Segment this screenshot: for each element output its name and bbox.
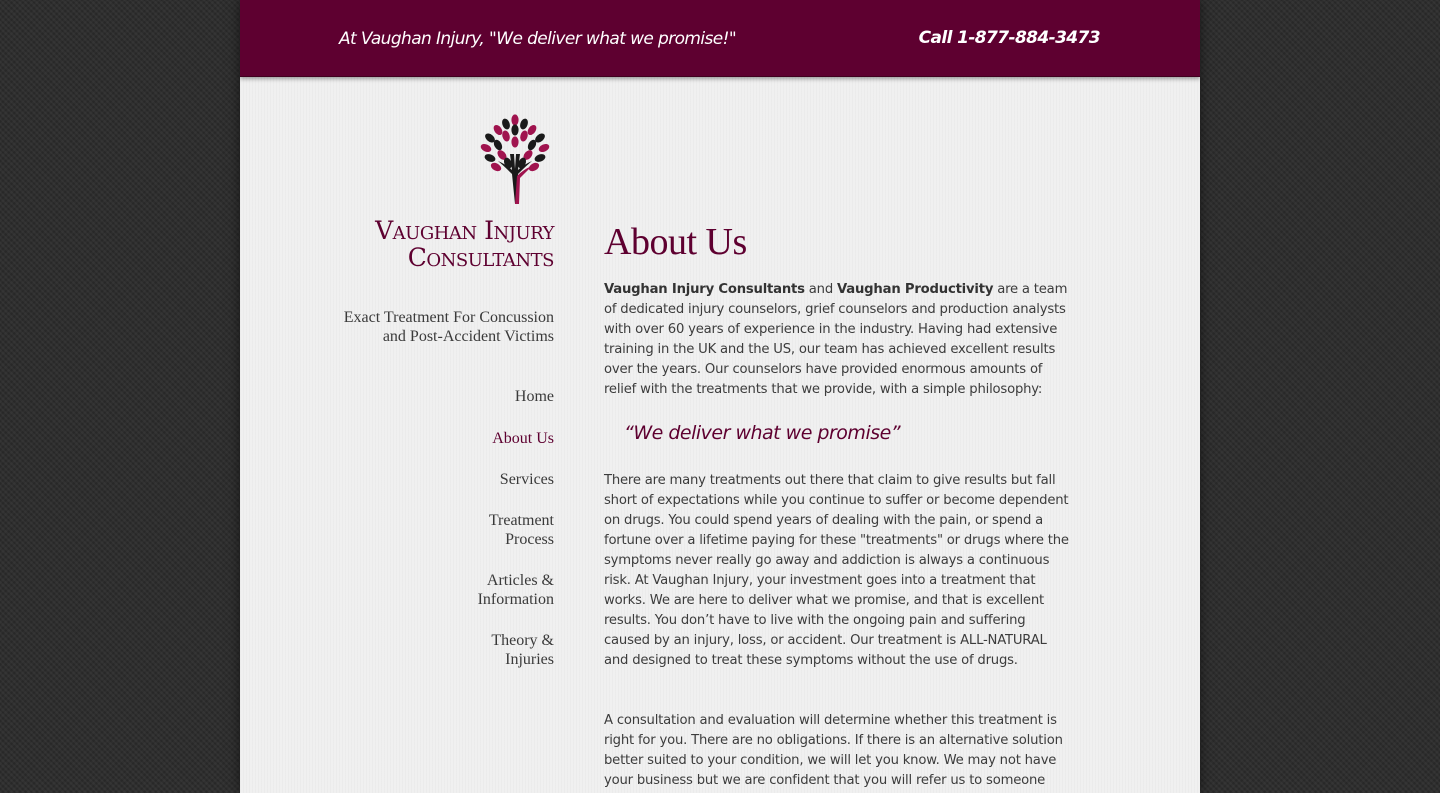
page-title: About Us [604, 221, 747, 263]
intro-paragraph [604, 280, 1074, 400]
text-segment: and [804, 282, 838, 297]
bold-company-name: Vaughan Productivity [837, 282, 994, 297]
main-content [604, 76, 1084, 793]
header-phone-link[interactable]: Call 1-877-884-3473 [918, 28, 1100, 48]
tree-leaf-shape [501, 118, 512, 131]
tree-logo-icon[interactable] [474, 114, 556, 206]
tree-leaf-shape [511, 136, 518, 147]
subtitle-line2: and Post-Accident Victims [382, 328, 554, 345]
tree-leaf-shape [537, 142, 550, 153]
tree-leaf-shape [479, 142, 492, 153]
tree-leaf-shape [511, 124, 518, 135]
tree-leaf-shape [511, 114, 518, 125]
nav-item-label-line1: Articles & [486, 572, 554, 589]
brand-name-line1: Vaughan Injury [375, 216, 554, 245]
subtitle-line1: Exact Treatment For Concussion [343, 309, 554, 326]
tree-leaf-shape [501, 130, 511, 143]
nav-item-services[interactable]: Services [499, 471, 554, 488]
sidebar [300, 76, 554, 793]
nav-item-theory-injuries[interactable] [300, 631, 554, 669]
brand-subtitle [300, 308, 554, 346]
nav-item-label-line2: Process [505, 531, 554, 548]
tree-leaf-shape [519, 118, 530, 131]
page-container [240, 0, 1200, 793]
nav-item-home[interactable]: Home [514, 388, 554, 405]
nav-item-label-line1: Treatment [488, 512, 554, 529]
tree-leaf-shape [484, 153, 497, 164]
body-paragraph: A consultation and evaluation will determine whether this treatment is right for you. There are no obligations. If there is an alternative solution better suited to your condition, we will let you know. We may not have your business but we are confident that you will refer us to someone [604, 713, 1063, 788]
bold-company-name: Vaughan Injury Consultants [604, 282, 805, 297]
tree-leaf-shape [534, 153, 547, 164]
header-tagline: At Vaughan Injury, "We deliver what we promise!" [339, 29, 737, 49]
text-segment: are a team of dedicated injury counselors, grief counselors and production analysts with over 60 years of experience in the industry. Having had extensive training in the UK and the US, our team has achieved excellent results over the years. Our counselors have provided enormous amounts of relief with the treatments that we provide, with a simple philosophy: [604, 282, 1068, 397]
nav-item-about-us[interactable]: About Us [492, 430, 554, 447]
nav-item-label-line2: Injuries [505, 651, 554, 668]
tree-leaf-shape [519, 130, 529, 143]
nav-item-label-line1: Theory & [491, 632, 554, 649]
main-navigation [300, 387, 554, 669]
nav-item-treatment-process[interactable] [300, 511, 554, 549]
brand-name-line2: Consultants [407, 243, 554, 272]
nav-item-articles-information[interactable] [300, 571, 554, 609]
body-paragraph: There are many treatments out there that claim to give results but fall short of expectations while you continue to suffer or become dependent on drugs. You could spend years of dealing with the pain, or spend a fortune over a lifetime paying for these "treatments" or drugs where the symptoms never really go away and addiction is always a continuous risk. At Vaughan Injury, your investment goes into a treatment that works. We are here to deliver what we promise, and that is excellent results. You don’t have to live with the ongoing pain and suffering caused by an injury, loss, or accident. Our treatment is ALL-NATURAL and designed to treat these symptoms without the use of drugs. [604, 473, 1069, 668]
top-bar [240, 0, 1200, 77]
philosophy-quote: “We deliver what we promise” [624, 422, 901, 444]
brand-name[interactable] [375, 217, 554, 271]
nav-item-label-line2: Information [477, 591, 554, 608]
